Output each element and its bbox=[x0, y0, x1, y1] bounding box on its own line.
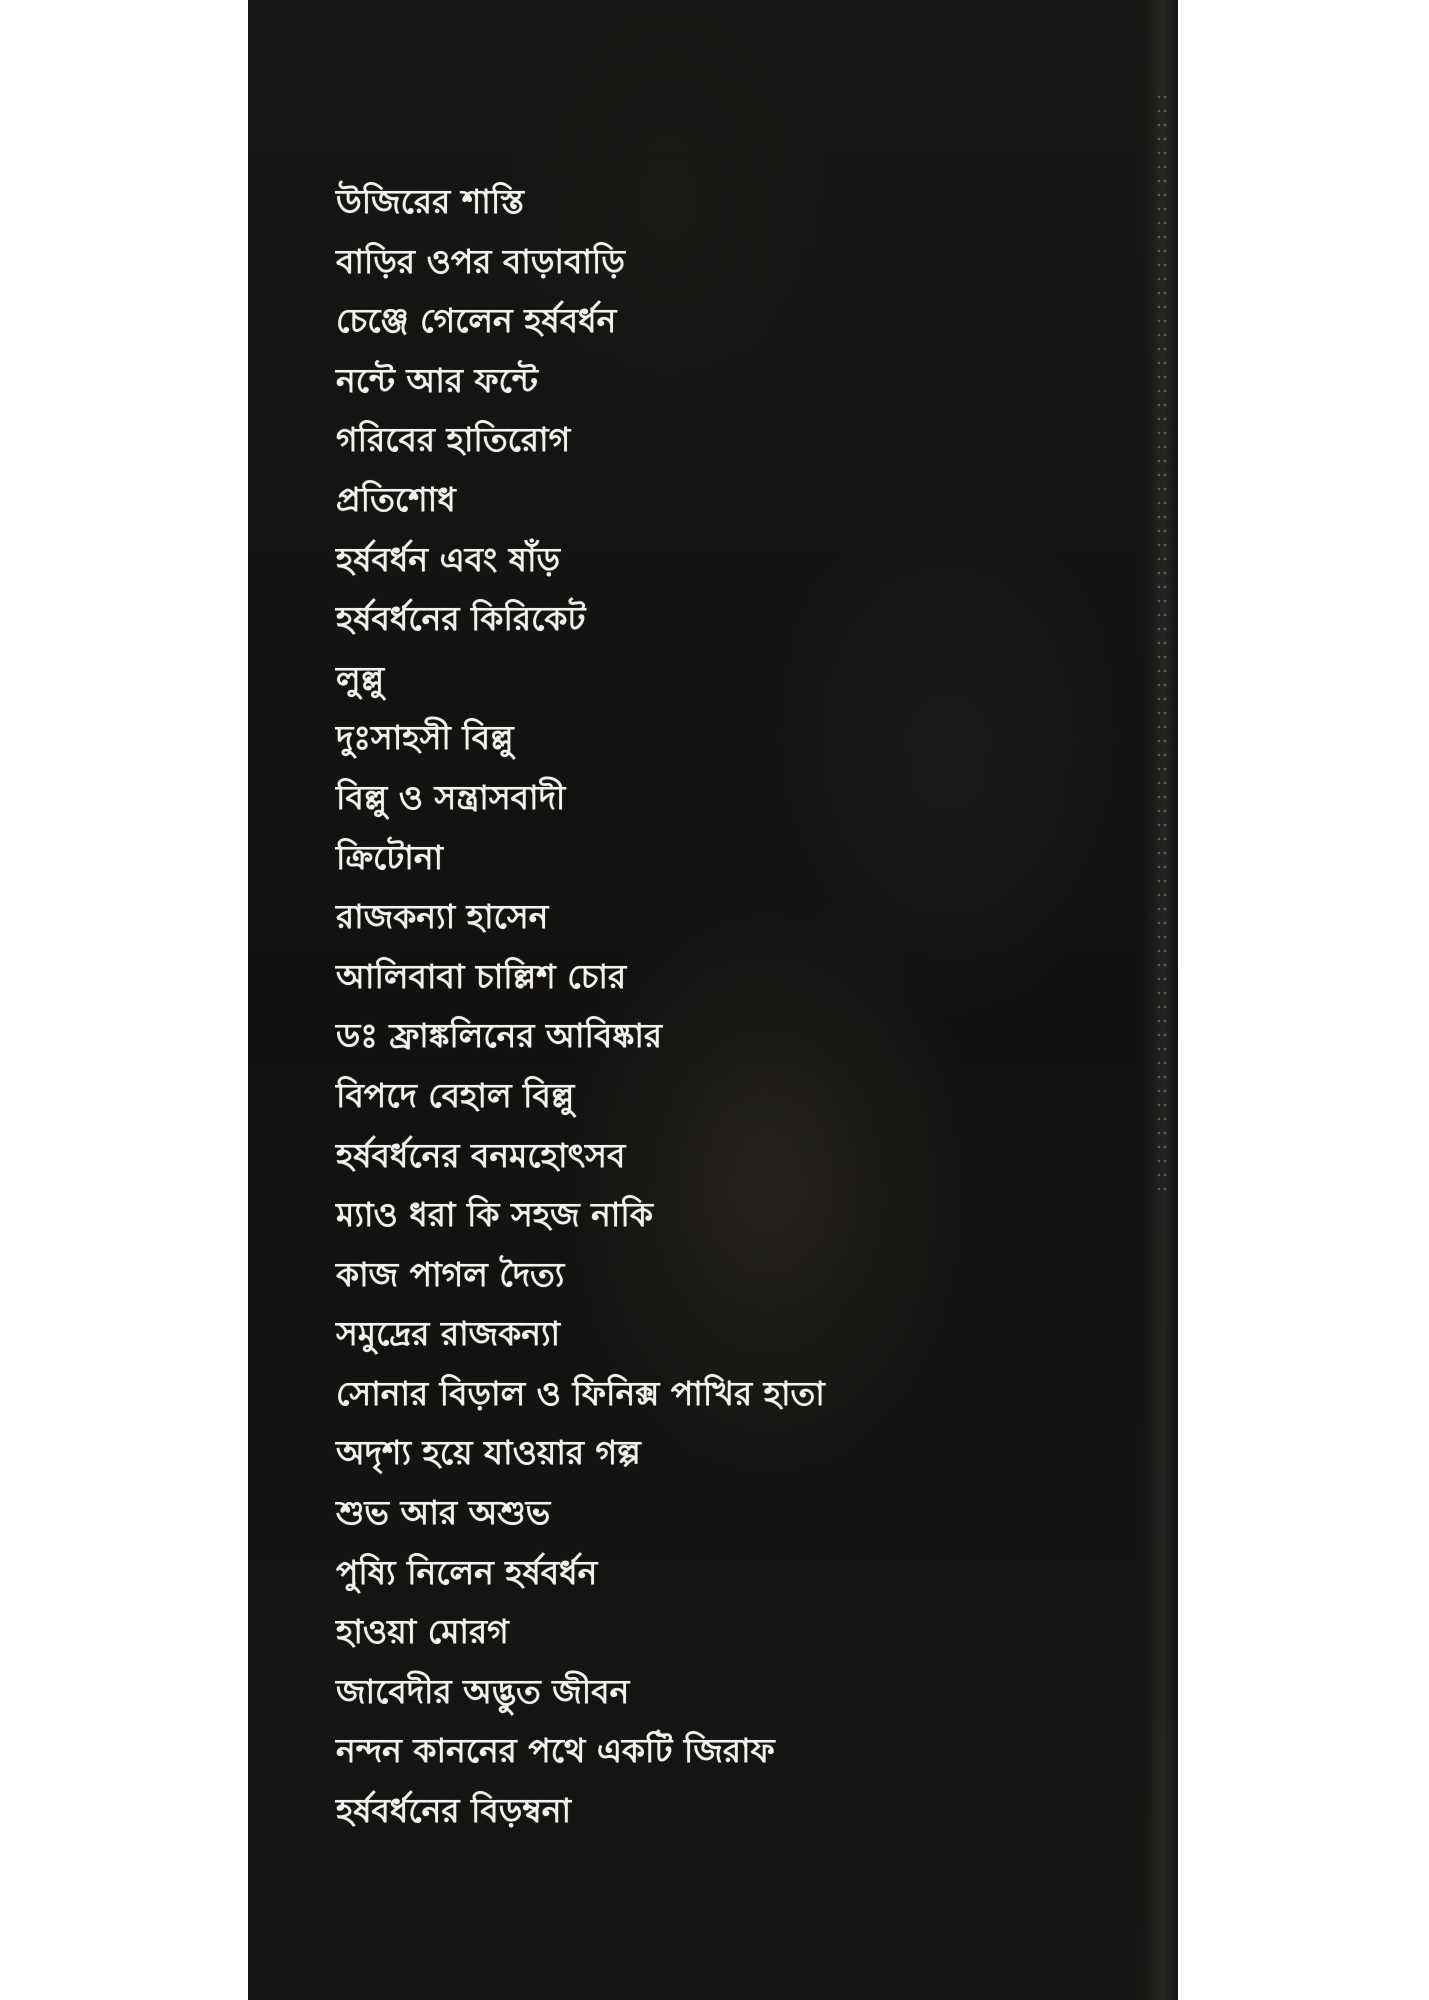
toc-item: হাওয়া মোরগ bbox=[336, 1612, 509, 1652]
toc-item: নন্টে আর ফন্টে bbox=[336, 360, 538, 400]
toc-item: রাজকন্যা হাসেন bbox=[336, 897, 549, 937]
toc-item: গরিবের হাতিরোগ bbox=[336, 420, 571, 460]
toc-item: প্রতিশোধ bbox=[336, 479, 456, 519]
toc-item: নন্দন কাননের পথে একটি জিরাফ bbox=[336, 1731, 775, 1771]
toc-item: বাড়ির ওপর বাড়াবাড়ি bbox=[336, 241, 625, 281]
toc-item: ম্যাও ধরা কি সহজ নাকি bbox=[336, 1195, 653, 1235]
page-edge-texture bbox=[1156, 90, 1170, 1190]
toc-item: ক্রিটোনা bbox=[336, 837, 444, 877]
toc-item: হর্ষবর্ধনের বিড়ম্বনা bbox=[336, 1791, 572, 1831]
toc-item: লুল্লু bbox=[336, 658, 385, 698]
toc-item: পুষ্যি নিলেন হর্ষবর্ধন bbox=[336, 1552, 598, 1592]
toc-item: জাবেদীর অদ্ভুত জীবন bbox=[336, 1671, 630, 1711]
page-edge bbox=[1142, 0, 1178, 2000]
toc-item: শুভ আর অশুভ bbox=[336, 1493, 551, 1533]
toc-item: ডঃ ফ্রাঙ্কলিনের আবিষ্কার bbox=[336, 1016, 663, 1056]
toc-item: সমুদ্রের রাজকন্যা bbox=[336, 1314, 561, 1354]
table-of-contents bbox=[336, 172, 976, 1841]
toc-item: হর্ষবর্ধনের কিরিকেট bbox=[336, 599, 586, 639]
toc-item: হর্ষবর্ধন এবং ষাঁড় bbox=[336, 539, 561, 579]
toc-item: বিল্লু ও সন্ত্রাসবাদী bbox=[336, 777, 566, 817]
toc-item: উজিরের শাস্তি bbox=[336, 182, 524, 221]
toc-item: বিপদে বেহাল বিল্লু bbox=[336, 1075, 575, 1115]
toc-item: দুঃসাহসী বিল্লু bbox=[336, 718, 514, 758]
toc-item: হর্ষবর্ধনের বনমহোৎসব bbox=[336, 1135, 626, 1175]
toc-item: সোনার বিড়াল ও ফিনিক্স পাখির হাতা bbox=[336, 1373, 825, 1413]
toc-item: আলিবাবা চাল্লিশ চোর bbox=[336, 956, 627, 996]
toc-item: অদৃশ্য হয়ে যাওয়ার গল্প bbox=[336, 1433, 641, 1473]
toc-item: কাজ পাগল দৈত্য bbox=[336, 1254, 565, 1294]
toc-item: চেঞ্জে গেলেন হর্ষবর্ধন bbox=[336, 301, 617, 341]
